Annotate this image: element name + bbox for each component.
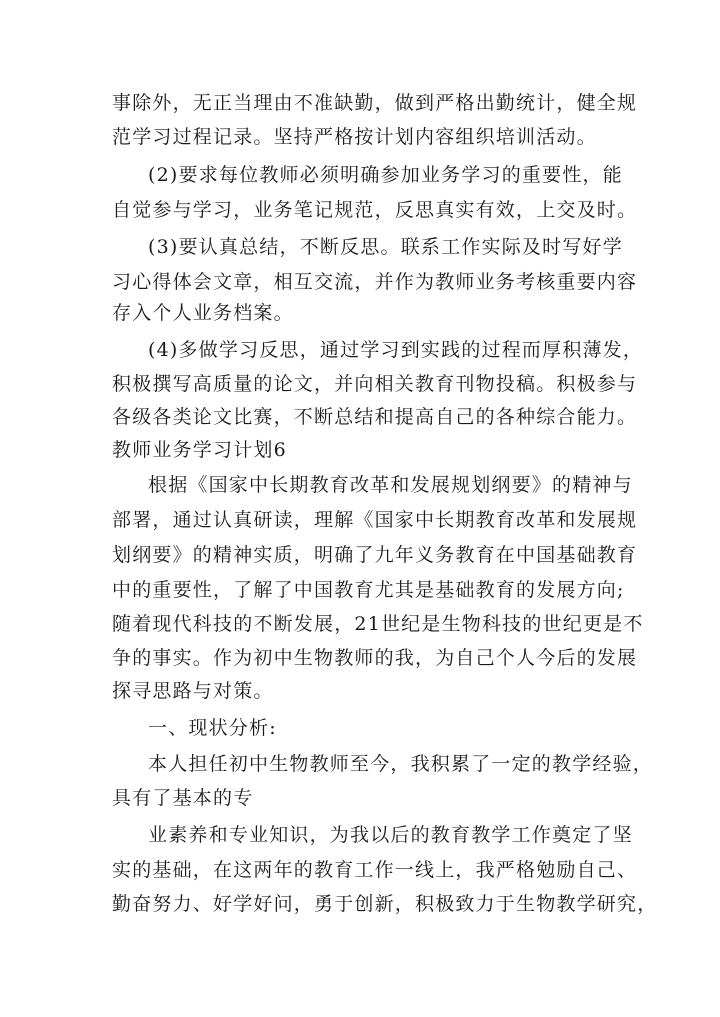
- text-line: 事除外，无正当理由不准缺勤，做到严格出勤统计，健全规: [112, 92, 638, 114]
- section-heading: 教师业务学习计划6: [112, 439, 287, 461]
- text-line: 争的事实。作为初中生物教师的我，为自己个人今后的发展: [112, 647, 638, 669]
- text-line: 本人担任初中生物教师至今，我积累了一定的教学经验，: [148, 753, 654, 775]
- text-line: 各级各类论文比赛，不断总结和提高自己的各种综合能力。: [112, 406, 638, 428]
- text-line: 勤奋努力、好学好问，勇于创新，积极致力于生物教学研究，: [112, 893, 658, 915]
- text-line: (3)要认真总结，不断反思。联系工作实际及时写好学: [148, 236, 623, 258]
- text-line: 探寻思路与对策。: [112, 680, 274, 702]
- text-line: 随着现代科技的不断发展，21世纪是生物科技的世纪更是不: [112, 613, 644, 635]
- text-line: (4)多做学习反思，通过学习到实践的过程而厚积薄发，: [148, 339, 644, 361]
- text-line: 业素养和专业知识，为我以后的教育教学工作奠定了坚: [148, 824, 633, 846]
- text-line: 实的基础，在这两年的教育工作一线上，我严格勉励自己、: [112, 859, 638, 881]
- text-line: 习心得体会文章，相互交流，并作为教师业务考核重要内容: [112, 271, 638, 293]
- text-line: (2)要求每位教师必须明确参加业务学习的重要性，能: [148, 164, 623, 186]
- text-line: 一、现状分析:: [148, 717, 277, 739]
- text-line: 部署，通过认真研读，理解《国家中长期教育改革和发展规: [112, 509, 638, 531]
- text-line: 具有了基本的专: [112, 787, 254, 809]
- text-line: 存入个人业务档案。: [112, 302, 294, 324]
- text-line: 中的重要性，了解了中国教育尤其是基础教育的发展方向;: [112, 579, 625, 601]
- text-line: 自觉参与学习，业务笔记规范，反思真实有效，上交及时。: [112, 199, 638, 221]
- text-line: 积极撰写高质量的论文，并向相关教育刊物投稿。积极参与: [112, 373, 638, 395]
- text-line: 根据《国家中长期教育改革和发展规划纲要》的精神与: [148, 474, 633, 496]
- text-line: 划纲要》的精神实质，明确了九年义务教育在中国基础教育: [112, 544, 638, 566]
- text-line: 范学习过程记录。坚持严格按计划内容组织培训活动。: [112, 126, 597, 148]
